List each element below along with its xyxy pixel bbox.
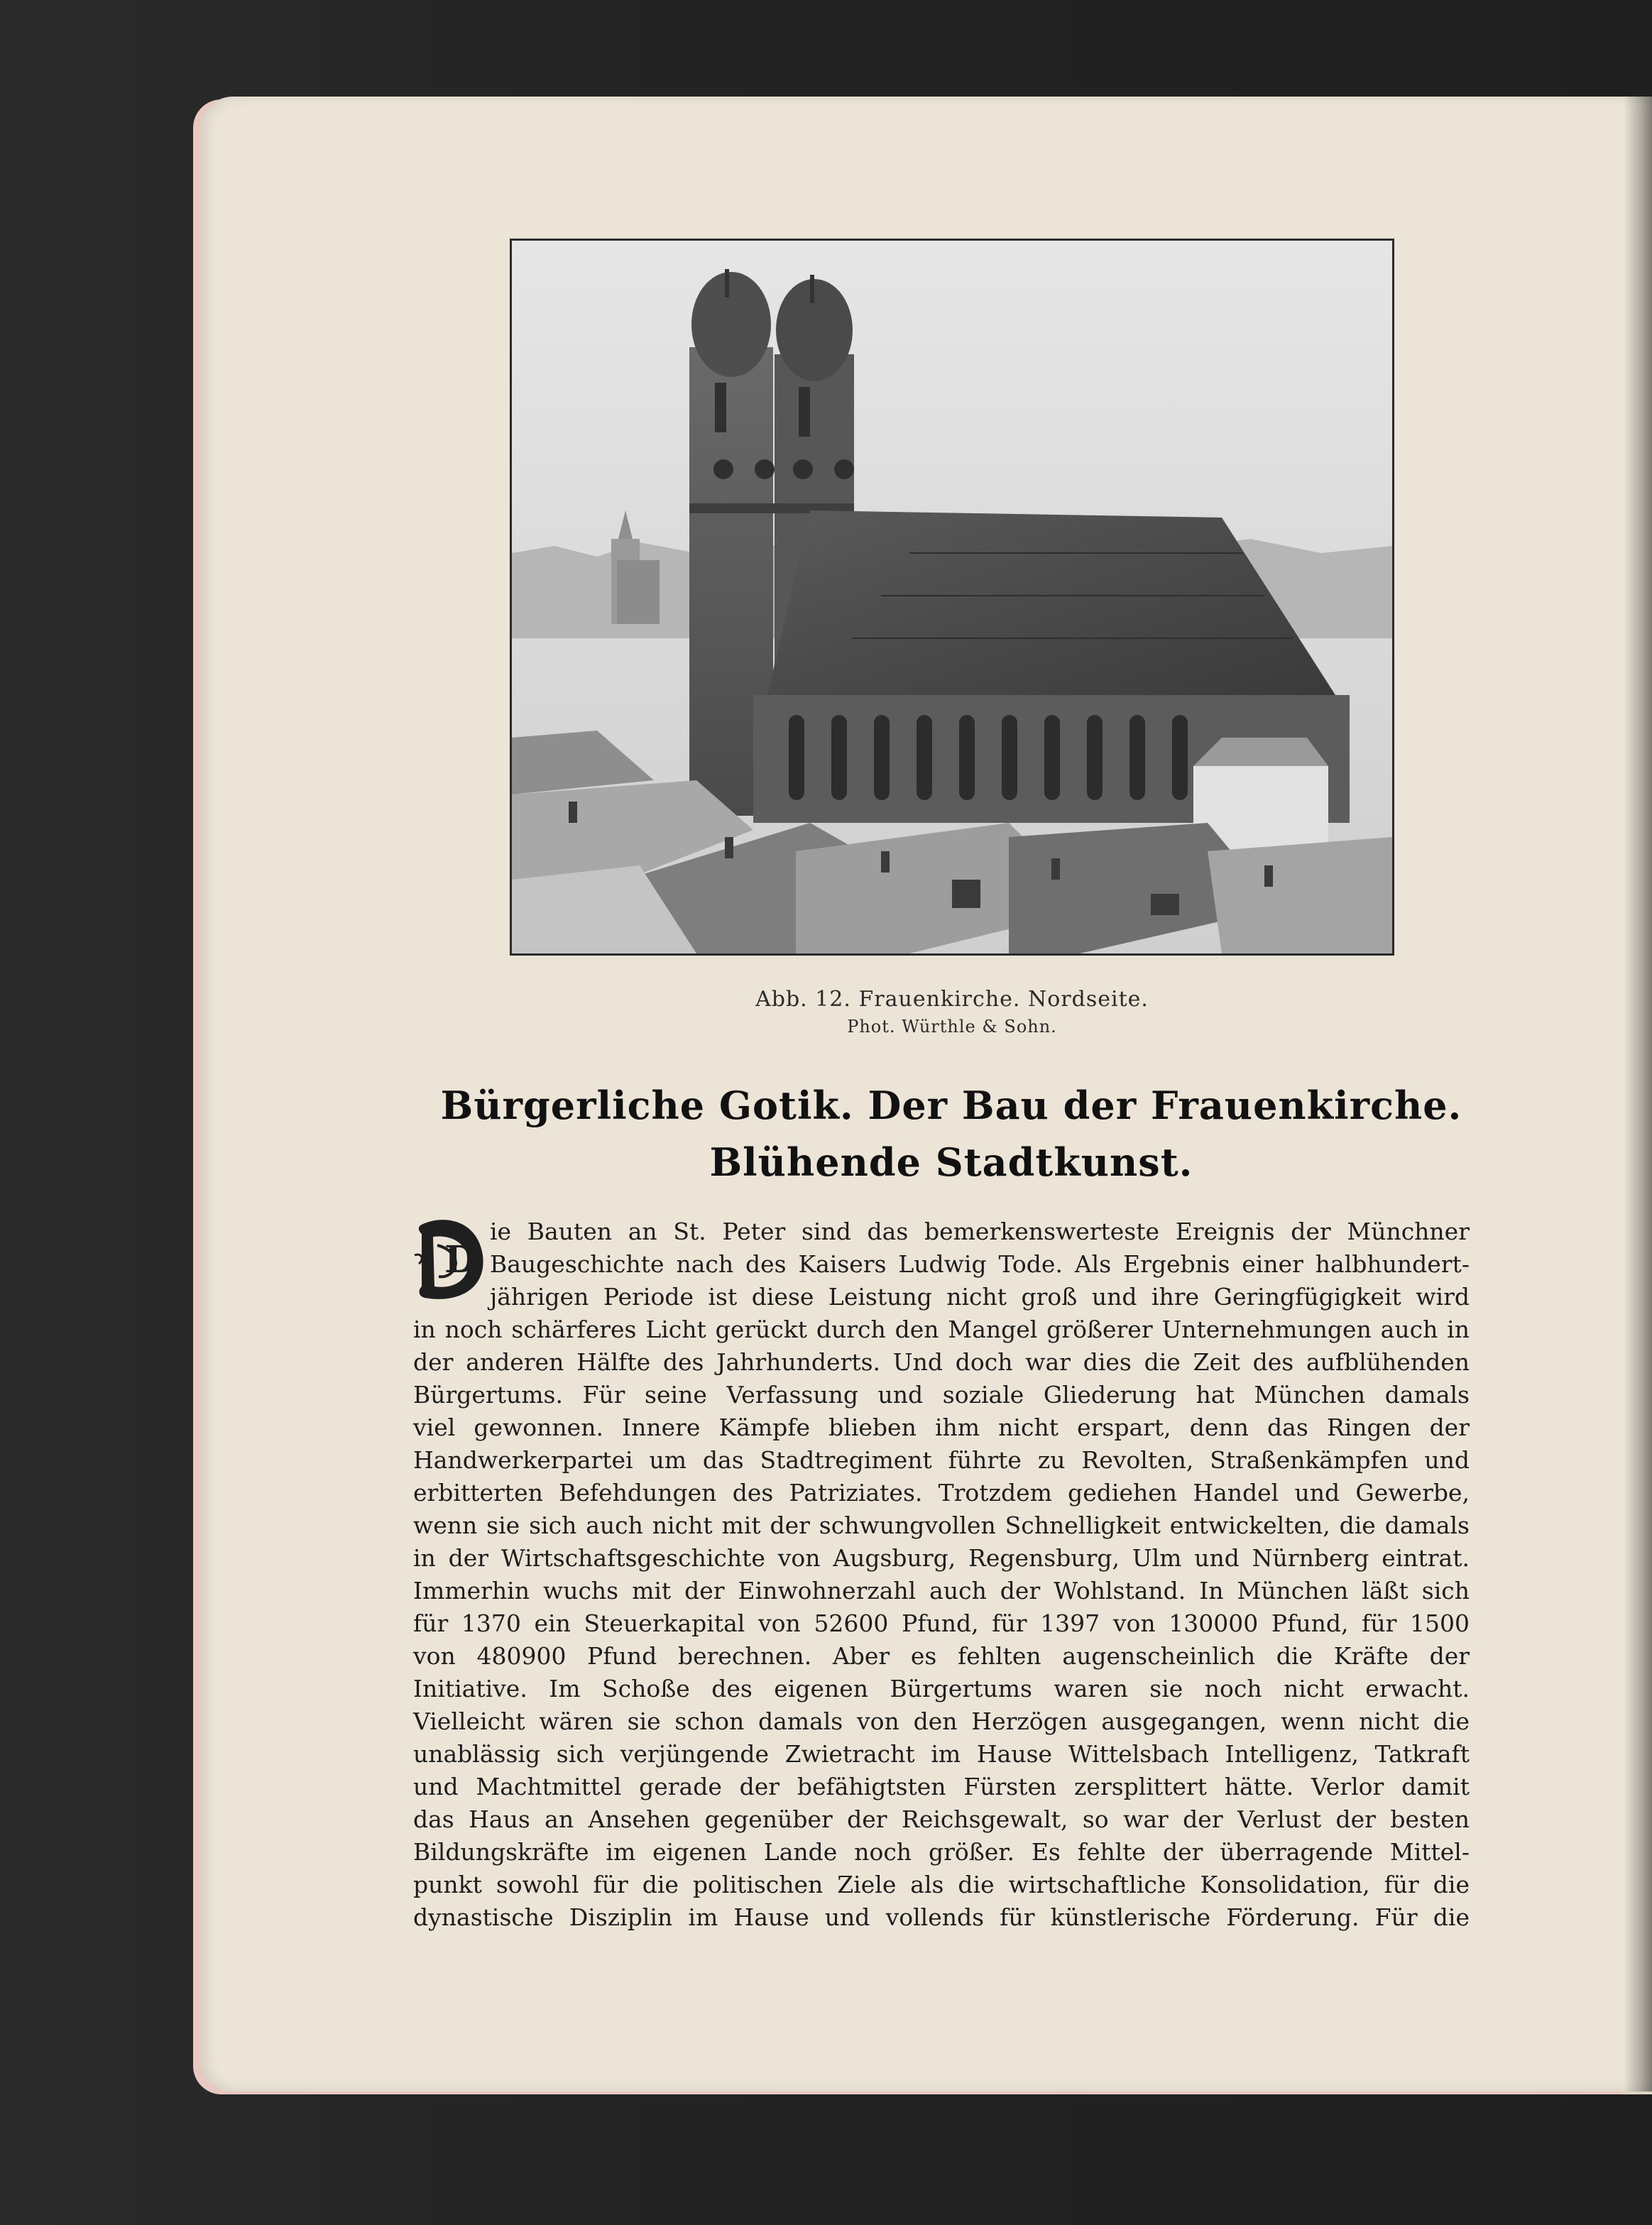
chapter-heading-line-2: Blühende Stadtkunst. xyxy=(709,1139,1193,1185)
text-line: für 1370 ein Steuerkapital von 52600 Pfund, für 1397 von 130000 Pfund, für 1500 xyxy=(413,1609,1470,1637)
figure-caption: Abb. 12. Frauenkirche. Nordseite. xyxy=(755,987,1149,1012)
article-body xyxy=(413,1215,1470,1934)
chapter-heading-line-1: Bürgerliche Gotik. Der Bau der Frauenkirche. xyxy=(440,1083,1462,1128)
text-line: Bildungskräfte im eigenen Lande noch größer. Es fehlte der überragende Mittel- xyxy=(413,1838,1470,1866)
text-line: Initiative. Im Schoße des eigenen Bürgertums waren sie noch nicht erwacht. xyxy=(413,1675,1470,1702)
text-line: Baugeschichte nach des Kaisers Ludwig Tode. Als Ergebnis einer halbhundert- xyxy=(490,1250,1470,1278)
text-line: Vielleicht wären sie schon damals von den Herzögen ausgegangen, wenn nicht die xyxy=(413,1707,1470,1735)
figure-credit: Phot. Würthle & Sohn. xyxy=(847,1017,1057,1037)
text-line: und Machtmittel gerade der befähigtsten Fürsten zersplittert hätte. Verlor damit xyxy=(413,1773,1470,1800)
text-line: unablässig sich verjüngende Zwietracht im Hause Wittelsbach Intelligenz, Tatkraft xyxy=(413,1740,1470,1768)
text-line: wenn sie sich auch nicht mit der schwungvollen Schnelligkeit entwickelten, die damals xyxy=(413,1511,1470,1539)
text-line: von 480900 Pfund berechnen. Aber es fehlten augenscheinlich die Kräfte der xyxy=(413,1642,1470,1670)
text-line: der anderen Hälfte des Jahrhunderts. Und doch war dies die Zeit des aufblühenden xyxy=(413,1348,1470,1376)
text-line: Bürgertums. Für seine Verfassung und soziale Gliederung hat München damals xyxy=(413,1381,1470,1409)
text-line: in der Wirtschaftsgeschichte von Augsburg, Regensburg, Ulm und Nürnberg eintrat. xyxy=(413,1544,1470,1572)
text-line: punkt sowohl für die politischen Ziele als die wirtschaftliche Konsolidation, für die xyxy=(413,1871,1470,1898)
dropcap-letter: D xyxy=(444,1238,477,1281)
text-line: Immerhin wuchs mit der Einwohnerzahl auch der Wohlstand. In München läßt sich xyxy=(413,1577,1470,1604)
text-line: Handwerkerpartei um das Stadtregiment führte zu Revolten, Straßenkämpfen und xyxy=(413,1446,1470,1474)
text-line: dynastische Disziplin im Hause und vollends für künstlerische Förderung. Für die xyxy=(413,1903,1470,1931)
frauenkirche-photograph xyxy=(510,239,1394,956)
text-line: viel gewonnen. Innere Kämpfe blieben ihm nicht erspart, denn das Ringen der xyxy=(413,1414,1470,1441)
text-line: erbitterten Befehdungen des Patriziates. Trotzdem gediehen Handel und Gewerbe, xyxy=(413,1479,1470,1507)
text-line: in noch schärferes Licht gerückt durch den Mangel größerer Unternehmungen auch in xyxy=(413,1316,1470,1343)
text-line: das Haus an Ansehen gegenüber der Reichsgewalt, so war der Verlust der besten xyxy=(413,1805,1470,1833)
text-line: ie Bauten an St. Peter sind das bemerkenswerteste Ereignis der Münchner xyxy=(490,1218,1470,1245)
text-line: jährigen Periode ist diese Leistung nicht groß und ihre Geringfügigkeit wird xyxy=(490,1283,1470,1311)
page-gutter-shadow xyxy=(1624,97,1652,2092)
